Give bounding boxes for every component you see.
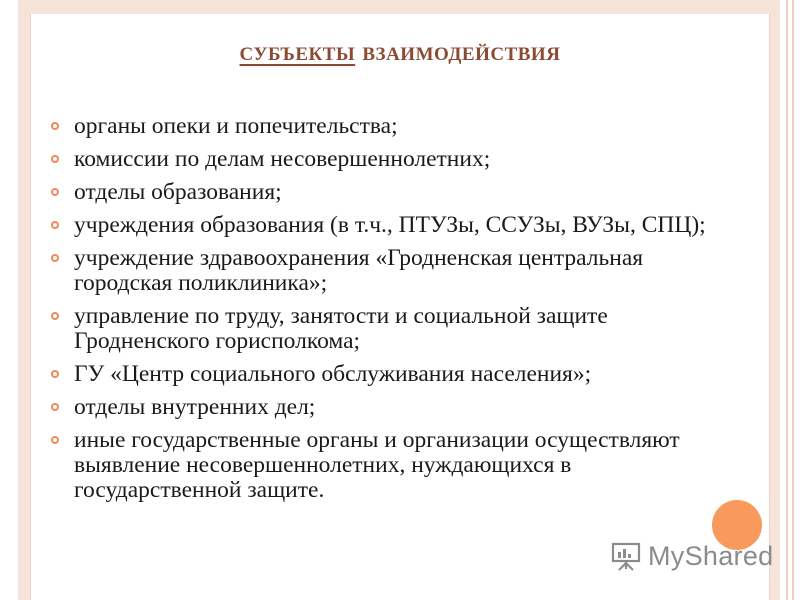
bullet-icon [51, 370, 59, 378]
decorative-stripe [786, 0, 788, 600]
list-item-text: управление по труду, занятости и социальной защите Гродненского горисполкома; [74, 303, 608, 354]
list-item [50, 428, 730, 503]
list-item-text: учреждение здравоохранения «Гродненская центральная городская поликлиника»; [74, 245, 644, 296]
presentation-board-icon [610, 540, 642, 572]
decorative-stripe [792, 0, 794, 600]
list-item [50, 304, 730, 354]
bullet-icon [51, 122, 59, 130]
slide-title-underlined: субъекты [239, 36, 356, 66]
subjects-list [50, 114, 730, 511]
list-item-text: учреждения образования (в т.ч., ПТУЗы, ССУЗы, ВУЗы, СПЦ); [74, 212, 706, 238]
bullet-icon [51, 312, 59, 320]
list-item [50, 114, 730, 139]
list-item-text: иные государственные органы и организации осуществляют выявление несовершеннолетних, нуждающихся в государственной защите. [74, 427, 680, 503]
list-item-text: комиссии по делам несовершеннолетних; [74, 146, 491, 172]
list-item [50, 147, 730, 172]
bullet-icon [51, 436, 59, 444]
list-item [50, 246, 730, 296]
bullet-icon [51, 188, 59, 196]
list-item-text: отделы образования; [74, 179, 282, 205]
bullet-icon [51, 221, 59, 229]
list-item [50, 180, 730, 205]
list-item-text: отделы внутренних дел; [74, 394, 316, 420]
bullet-icon [51, 155, 59, 163]
slide-title [0, 36, 800, 67]
list-item [50, 362, 730, 387]
slide-title-rest: взаимодействия [355, 36, 561, 66]
list-item [50, 395, 730, 420]
list-item [50, 213, 730, 238]
list-item-text: ГУ «Центр социального обслуживания населения»; [74, 361, 592, 387]
watermark[interactable] [610, 536, 773, 576]
bullet-icon [51, 403, 59, 411]
watermark-text: MyShared [648, 540, 774, 571]
list-item-text: органы опеки и попечительства; [74, 113, 398, 139]
bullet-icon [51, 254, 59, 262]
